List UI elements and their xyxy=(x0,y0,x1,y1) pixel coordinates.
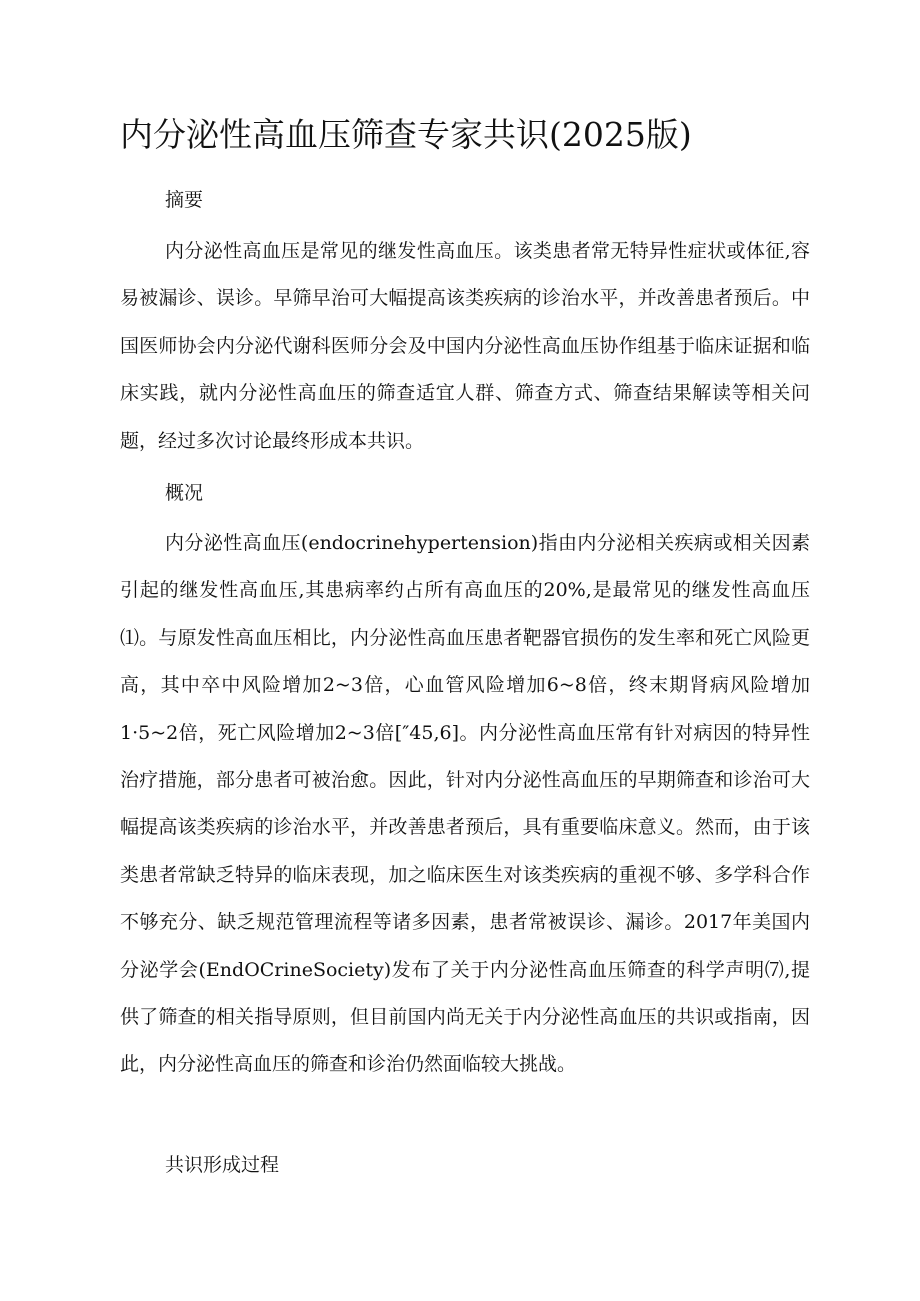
section-heading-overview: 概况 xyxy=(165,482,204,504)
section-heading-consensus-process: 共识形成过程 xyxy=(165,1154,280,1176)
section-heading-abstract: 摘要 xyxy=(165,189,204,211)
section-body-overview: 内分泌性高血压(endocrinehypertension)指由内分泌相关疾病或相关因素引起的继发性高血压,其患病率约占所有高血压的20%,是最常见的继发性高血压⑴。与原发性高血压相比，内分泌性高血压患者靶器官损伤的发生率和死亡风险更高，其中卒中风险增加2~3倍，心血管风险增加6~8倍，终末期肾病风险增加1·5~2倍，死亡风险增加2~3倍[″45,6]。内分泌性高血压常有针对病因的特异性治疗措施，部分患者可被治愈。因此，针对内分泌性高血压的早期筛查和诊治可大幅提高该类疾病的诊治水平，并改善患者预后，具有重要临床意义。然而，由于该类患者常缺乏特异的临床表现，加之临床医生对该类疾病的重视不够、多学科合作不够充分、缺乏规范管理流程等诸多因素，患者常被误诊、漏诊。2017年美国内分泌学会(EndOCrineSociety)发布了关于内分泌性高血压筛查的科学声明⑺,提供了筛查的相关指导原则，但目前国内尚无关于内分泌性高血压的共识或指南，因此，内分泌性高血压的筛查和诊治仍然面临较大挑战。 xyxy=(120,532,810,1076)
section-body-abstract: 内分泌性高血压是常见的继发性高血压。该类患者常无特异性症状或体征,容易被漏诊、误诊。早筛早治可大幅提高该类疾病的诊治水平，并改善患者预后。中国医师协会内分泌代谢科医师分会及中国内分泌性高血压协作组基于临床证据和临床实践，就内分泌性高血压的筛查适宜人群、筛查方式、筛查结果解读等相关问题，经过多次讨论最终形成本共识。 xyxy=(120,240,810,452)
document-title: 内分泌性高血压筛查专家共识(2025版) xyxy=(120,115,692,154)
